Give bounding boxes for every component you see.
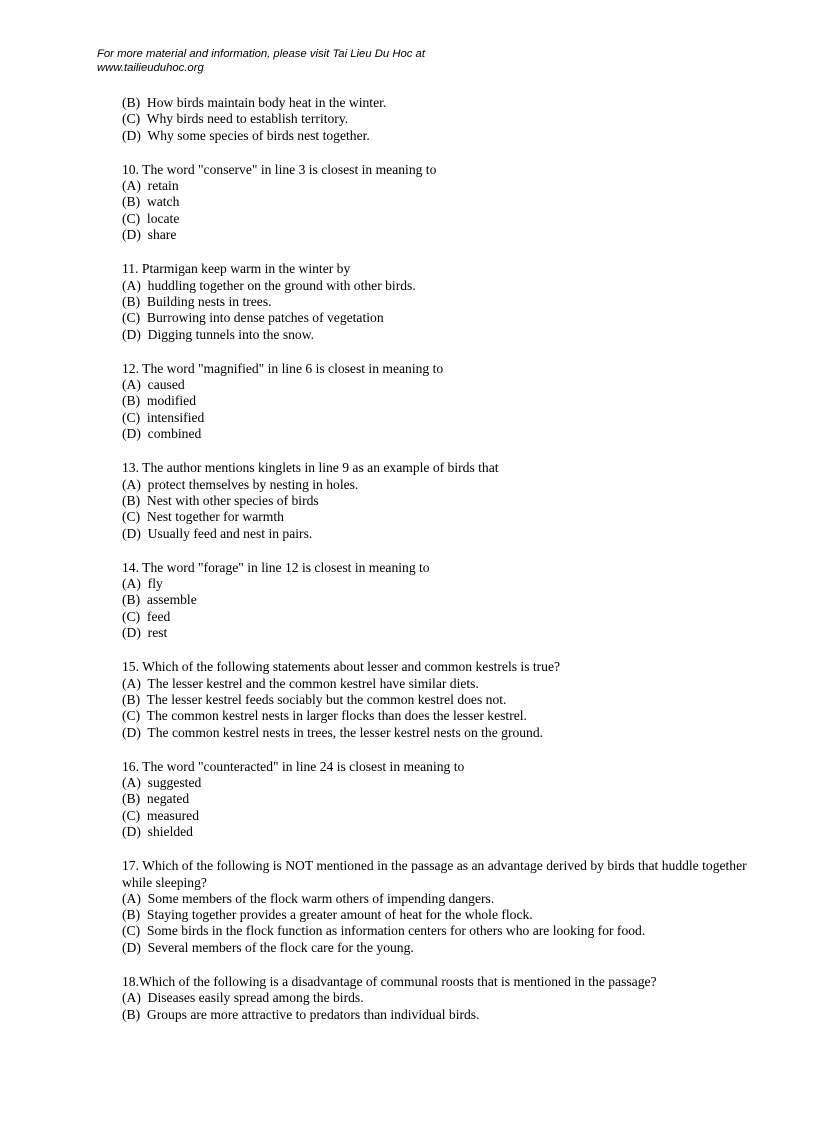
question-prompt: 14. The word "forage" in line 12 is closest in meaning to [122, 559, 430, 575]
question-list [122, 95, 762, 1023]
answer-option: (B) assemble [122, 592, 197, 608]
header-note: For more material and information, please visit Tai Lieu Du Hoc at [97, 48, 425, 60]
answer-option: (A) fly [122, 576, 163, 592]
answer-option: (A) huddling together on the ground with other birds. [122, 277, 416, 293]
answer-option: (A) Diseases easily spread among the birds. [122, 990, 364, 1006]
answer-option: (B) How birds maintain body heat in the winter. [122, 95, 387, 110]
answer-option: (B) modified [122, 393, 196, 409]
answer-option: (D) combined [122, 426, 202, 442]
answer-option: (D) rest [122, 625, 168, 641]
answer-option: (A) suggested [122, 775, 202, 791]
question-prompt: 12. The word "magnified" in line 6 is closest in meaning to [122, 360, 444, 376]
answer-option: (D) share [122, 227, 177, 243]
answer-option: (A) Some members of the flock warm others of impending dangers. [122, 890, 495, 906]
question-prompt: 11. Ptarmigan keep warm in the winter by [122, 261, 351, 277]
answer-option: (C) The common kestrel nests in larger flocks than does the lesser kestrel. [122, 708, 527, 724]
answer-option: (C) Some birds in the flock function as information centers for others who are looking for food. [122, 923, 646, 939]
question-block [122, 361, 762, 442]
question-prompt: 16. The word "counteracted" in line 24 is closest in meaning to [122, 758, 465, 774]
answer-option: (B) negated [122, 791, 190, 807]
answer-option: (B) Groups are more attractive to predators than individual birds. [122, 1006, 480, 1022]
answer-option: (A) The lesser kestrel and the common kestrel have similar diets. [122, 675, 479, 691]
answer-option: (C) intensified [122, 409, 205, 425]
page-header [97, 48, 425, 75]
answer-option: (D) The common kestrel nests in trees, the lesser kestrel nests on the ground. [122, 724, 544, 740]
answer-option: (D) Usually feed and nest in pairs. [122, 525, 313, 541]
question-block [122, 460, 762, 541]
answer-option: (A) retain [122, 178, 179, 194]
question-block [122, 560, 762, 641]
question-block [122, 261, 762, 342]
answer-option: (C) Nest together for warmth [122, 509, 284, 525]
question-block [122, 659, 762, 740]
answer-option: (B) Building nests in trees. [122, 293, 272, 309]
answer-option: (B) Nest with other species of birds [122, 492, 319, 508]
answer-option: (B) Staying together provides a greater amount of heat for the whole flock. [122, 907, 533, 923]
question-block [122, 858, 762, 956]
answer-option: (D) Digging tunnels into the snow. [122, 326, 315, 342]
answer-option: (C) Burrowing into dense patches of vegetation [122, 310, 384, 326]
answer-option: (D) shielded [122, 823, 193, 839]
answer-option: (A) protect themselves by nesting in holes. [122, 476, 359, 492]
header-url: www.tailieuduhoc.org [97, 61, 204, 74]
answer-option: (D) Why some species of birds nest together. [122, 127, 370, 143]
answer-option: (A) caused [122, 377, 185, 393]
question-prompt: 15. Which of the following statements about lesser and common kestrels is true? [122, 659, 561, 675]
question-prompt: 18.Which of the following is a disadvantage of communal roosts that is mentioned in the passage? [122, 974, 657, 990]
question-block [122, 162, 762, 243]
answer-option: (C) measured [122, 807, 200, 823]
answer-option: (C) locate [122, 210, 180, 226]
question-block [122, 974, 762, 1023]
answer-option: (B) The lesser kestrel feeds sociably but the common kestrel does not. [122, 691, 507, 707]
answer-option: (B) watch [122, 194, 180, 210]
answer-option: (C) feed [122, 608, 171, 624]
answer-option: (C) Why birds need to establish territory. [122, 111, 349, 127]
question-prompt: 13. The author mentions kinglets in line 9 as an example of birds that [122, 460, 499, 476]
question-block [122, 95, 762, 144]
question-prompt: 10. The word "conserve" in line 3 is closest in meaning to [122, 161, 437, 177]
question-prompt: 17. Which of the following is NOT mentioned in the passage as an advantage derived by birds that huddle together while sleeping? [122, 858, 751, 890]
answer-option: (D) Several members of the flock care for the young. [122, 939, 414, 955]
question-block [122, 759, 762, 840]
